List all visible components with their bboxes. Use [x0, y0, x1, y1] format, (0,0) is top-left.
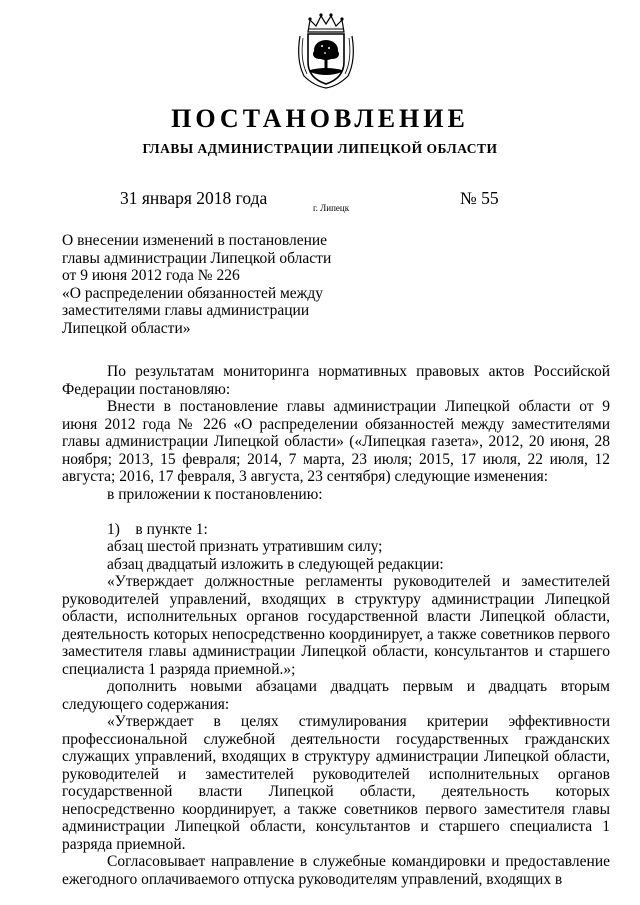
- paragraph: «Утверждает должностные регламенты руководителей и заместителей руководителей управлений, входящих в структуру администрации Липецкой области, исполнительных органов государственной власти Липецкой области, деятельность которых непосредственно координирует, а также советников первого заместителя главы администрации Липецкой области, консультантов и старшего специалиста 1 разряда приемной.»;: [62, 573, 610, 678]
- lipetsk-coat-of-arms-icon: [294, 12, 358, 90]
- subject-line: О внесении изменений в постановление: [62, 232, 328, 249]
- subject-line: от 9 июня 2012 года № 226: [62, 267, 240, 284]
- document-city: г. Липецк: [313, 203, 350, 213]
- paragraph: 1) в пункте 1:: [107, 520, 208, 538]
- subject-line: главы администрации Липецкой области: [62, 249, 332, 267]
- paragraph: абзац шестой признать утратившим силу;: [107, 538, 383, 555]
- subject-line: заместителями главы администрации: [62, 302, 310, 319]
- document-title: ПОСТАНОВЛЕНИЕ: [171, 104, 469, 133]
- paragraph: дополнить новыми абзацами двадцать первым и двадцать вторым следующего содержания:: [62, 678, 610, 713]
- document-subject: [62, 232, 362, 337]
- paragraph: в приложении к постановлению:: [107, 485, 323, 503]
- paragraph: абзац двадцатый изложить в следующей редакции:: [107, 555, 444, 573]
- paragraph: Согласовывает направление в служебные командировки и предоставление ежегодного оплачиваемого отпуска руководителям управлений, входящих в: [62, 853, 610, 888]
- document-number: № 55: [460, 188, 499, 208]
- subject-line: «О распределении обязанностей между: [62, 284, 324, 302]
- paragraph: Внести в постановление главы администрации Липецкой области от 9 июня 2012 года № 226 «О распределении обязанностей между заместителями главы администрации Липецкой области» («Липецкая газета», 2012, 20 июня, 28 ноября; 2013, 15 февраля; 2014, 7 марта, 23 июля; 2015, 17 июля, 22 июля, 12 августа; 2016, 17 февраля, 3 августа, 23 сентября) следующие изменения:: [62, 398, 610, 485]
- document-date: 31 января 2018 года: [120, 188, 268, 208]
- document-body: [62, 363, 610, 888]
- document-subtitle: ГЛАВЫ АДМИНИСТРАЦИИ ЛИПЕЦКОЙ ОБЛАСТИ: [142, 141, 498, 156]
- subject-line: Липецкой области»: [62, 319, 191, 337]
- paragraph: По результатам мониторинга нормативных правовых актов Российской Федерации постановляю:: [62, 363, 610, 398]
- paragraph: «Утверждает в целях стимулирования критерии эффективности профессиональной служебной деятельности государственных гражданских служащих управлений, входящих в структуру администрации Липецкой области, руководителей и заместителей руководителей исполнительных органов государственной власти Липецкой области, деятельность которых непосредственно координирует, а также советников первого заместителя главы администрации Липецкой области, консультантов и старшего специалиста 1 разряда приемной.: [62, 713, 610, 853]
